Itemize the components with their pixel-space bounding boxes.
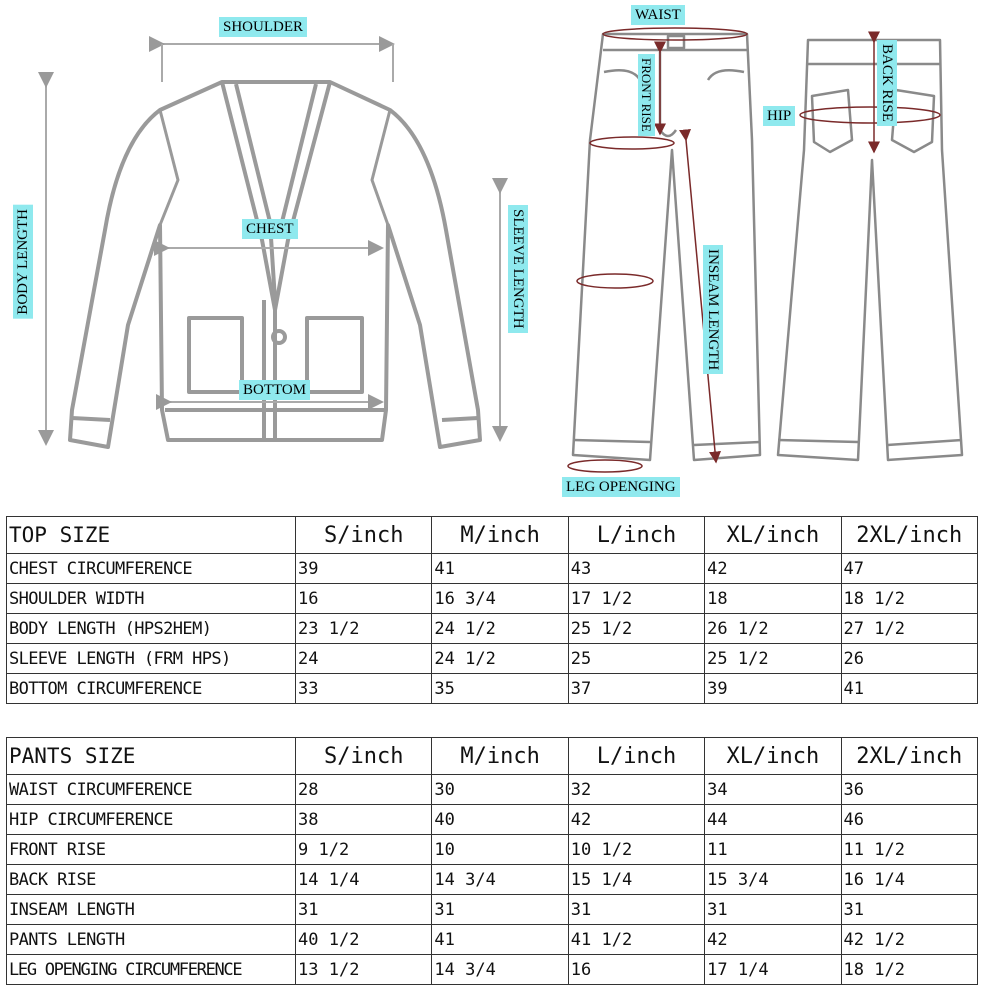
table-row: [7, 835, 978, 865]
pants-size-table: [6, 737, 978, 985]
table-cell: 31: [296, 895, 432, 925]
size-2xl-header: 2XL/inch: [841, 517, 977, 554]
table-cell: 17 1/4: [705, 955, 841, 985]
hip-label: HIP: [763, 106, 795, 126]
table-cell: 31: [705, 895, 841, 925]
table-cell: 16 3/4: [432, 584, 568, 614]
row-label: SLEEVE LENGTH (FRM HPS): [7, 644, 296, 674]
row-label: BACK RISE: [7, 865, 296, 895]
table-cell: 15 1/4: [568, 865, 704, 895]
table-cell: 16: [568, 955, 704, 985]
table-cell: 42: [705, 554, 841, 584]
table-cell: 46: [841, 805, 977, 835]
table-row: [7, 584, 978, 614]
table-cell: 18: [705, 584, 841, 614]
table-row: [7, 805, 978, 835]
back-pants-drawing: [778, 40, 962, 460]
front-rise-label: FRONT RISE: [638, 54, 655, 136]
table-cell: 34: [705, 775, 841, 805]
table-cell: 23 1/2: [296, 614, 432, 644]
table-cell: 11: [705, 835, 841, 865]
table-header-row: [7, 517, 978, 554]
table-cell: 36: [841, 775, 977, 805]
table-cell: 41 1/2: [568, 925, 704, 955]
table-row: [7, 865, 978, 895]
top-size-header: TOP SIZE: [7, 517, 296, 554]
size-s-header: S/inch: [296, 738, 432, 775]
shoulder-label: SHOULDER: [219, 17, 307, 37]
size-m-header: M/inch: [432, 517, 568, 554]
table-cell: 25: [568, 644, 704, 674]
table-cell: 35: [432, 674, 568, 704]
row-label: CHEST CIRCUMFERENCE: [7, 554, 296, 584]
table-row: [7, 674, 978, 704]
table-cell: 14 3/4: [432, 865, 568, 895]
table-cell: 39: [705, 674, 841, 704]
chest-label: CHEST: [242, 219, 298, 239]
table-row: [7, 644, 978, 674]
front-pants-drawing: [573, 34, 760, 460]
back-rise-label: BACK RISE: [877, 40, 897, 126]
table-cell: 32: [568, 775, 704, 805]
table-cell: 18 1/2: [841, 584, 977, 614]
top-size-table: [6, 516, 978, 704]
table-cell: 43: [568, 554, 704, 584]
table-cell: 10 1/2: [568, 835, 704, 865]
table-cell: 40 1/2: [296, 925, 432, 955]
table-cell: 26: [841, 644, 977, 674]
table-row: [7, 955, 978, 985]
row-label: FRONT RISE: [7, 835, 296, 865]
row-label: INSEAM LENGTH: [7, 895, 296, 925]
table-cell: 39: [296, 554, 432, 584]
pants-size-header: PANTS SIZE: [7, 738, 296, 775]
table-cell: 42: [705, 925, 841, 955]
body-length-label: BODY LENGTH: [13, 205, 33, 319]
leg-opening-label: LEG OPENGING: [562, 477, 680, 497]
row-label: WAIST CIRCUMFERENCE: [7, 775, 296, 805]
table-cell: 31: [568, 895, 704, 925]
bottom-label: BOTTOM: [239, 380, 310, 400]
table-cell: 14 3/4: [432, 955, 568, 985]
table-cell: 41: [841, 674, 977, 704]
table-row: [7, 775, 978, 805]
table-cell: 10: [432, 835, 568, 865]
table-cell: 14 1/4: [296, 865, 432, 895]
table-cell: 37: [568, 674, 704, 704]
table-cell: 33: [296, 674, 432, 704]
row-label: HIP CIRCUMFERENCE: [7, 805, 296, 835]
table-cell: 15 3/4: [705, 865, 841, 895]
size-l-header: L/inch: [568, 517, 704, 554]
row-label: BOTTOM CIRCUMFERENCE: [7, 674, 296, 704]
table-cell: 26 1/2: [705, 614, 841, 644]
table-cell: 13 1/2: [296, 955, 432, 985]
waist-label: WAIST: [631, 5, 685, 25]
table-cell: 42 1/2: [841, 925, 977, 955]
table-cell: 38: [296, 805, 432, 835]
table-cell: 44: [705, 805, 841, 835]
table-cell: 9 1/2: [296, 835, 432, 865]
table-header-row: [7, 738, 978, 775]
row-label: SHOULDER WIDTH: [7, 584, 296, 614]
sleeve-length-label: SLEEVE LENGTH: [508, 205, 528, 333]
table-cell: 17 1/2: [568, 584, 704, 614]
table-cell: 25 1/2: [705, 644, 841, 674]
size-s-header: S/inch: [296, 517, 432, 554]
inseam-length-label: INSEAM LENGTH: [703, 245, 723, 374]
table-cell: 18 1/2: [841, 955, 977, 985]
size-xl-header: XL/inch: [705, 517, 841, 554]
back-pants-arrows: [800, 42, 940, 152]
table-row: [7, 614, 978, 644]
table-cell: 24 1/2: [432, 644, 568, 674]
table-cell: 16: [296, 584, 432, 614]
size-xl-header: XL/inch: [705, 738, 841, 775]
table-cell: 40: [432, 805, 568, 835]
size-m-header: M/inch: [432, 738, 568, 775]
row-label: LEG OPENGING CIRCUMFERENCE: [7, 955, 296, 985]
table-row: [7, 554, 978, 584]
size-2xl-header: 2XL/inch: [841, 738, 977, 775]
table-cell: 16 1/4: [841, 865, 977, 895]
table-cell: 28: [296, 775, 432, 805]
table-cell: 25 1/2: [568, 614, 704, 644]
table-row: [7, 895, 978, 925]
row-label: PANTS LENGTH: [7, 925, 296, 955]
table-cell: 31: [841, 895, 977, 925]
table-cell: 30: [432, 775, 568, 805]
table-cell: 24 1/2: [432, 614, 568, 644]
table-cell: 42: [568, 805, 704, 835]
table-cell: 27 1/2: [841, 614, 977, 644]
size-l-header: L/inch: [568, 738, 704, 775]
table-cell: 31: [432, 895, 568, 925]
table-row: [7, 925, 978, 955]
table-cell: 11 1/2: [841, 835, 977, 865]
table-cell: 41: [432, 554, 568, 584]
row-label: BODY LENGTH (HPS2HEM): [7, 614, 296, 644]
table-cell: 24: [296, 644, 432, 674]
table-cell: 41: [432, 925, 568, 955]
table-cell: 47: [841, 554, 977, 584]
